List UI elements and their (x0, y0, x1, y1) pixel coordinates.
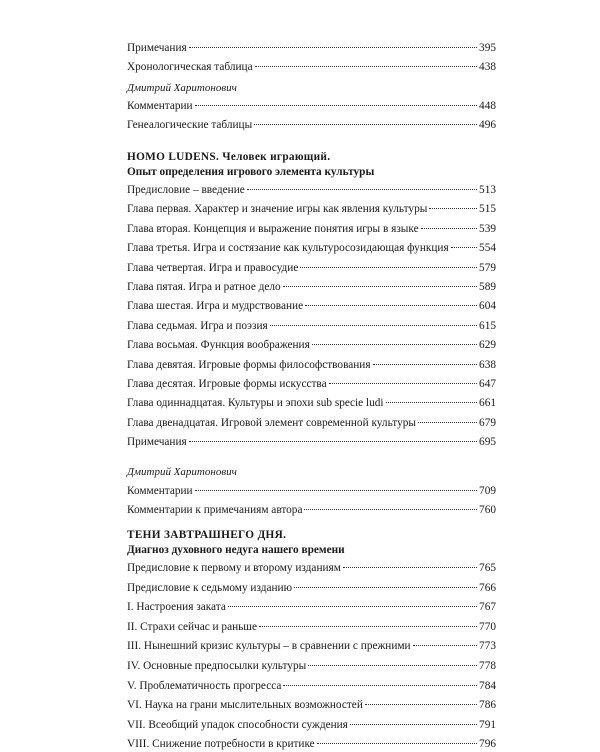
toc-entry (127, 222, 496, 237)
toc-entry-page: 773 (479, 640, 496, 653)
toc-entry-title: Глава пятая. Игра и ратное дело (127, 281, 281, 293)
toc-entry (127, 396, 496, 411)
toc-entry (127, 561, 496, 576)
dot-leader (283, 685, 477, 686)
toc-entry-title: Глава первая. Характер и значение игры как явления культуры (127, 203, 428, 216)
toc-entry (127, 639, 496, 654)
toc-entry-page: 615 (479, 319, 496, 332)
toc-entry-title: Глава девятая. Игровые формы философствования (127, 358, 371, 371)
dot-leader (317, 743, 477, 744)
dot-leader (312, 344, 477, 345)
toc-entry-page: 679 (479, 416, 496, 429)
toc-entry-title: Предисловие к седьмому изданию (127, 581, 293, 594)
toc-entry-page: 604 (479, 300, 496, 313)
toc-entry (127, 338, 496, 353)
dot-leader (373, 364, 477, 365)
toc-entry (127, 435, 496, 450)
toc-entry-page: 629 (479, 339, 496, 352)
toc-entry-title: Комментарии к примечаниям автора (127, 504, 303, 516)
dot-leader (254, 124, 477, 125)
toc-entry-title: VII. Всеобщий упадок способности суждения (127, 718, 348, 731)
dot-leader (195, 105, 477, 106)
toc-entry (127, 377, 496, 392)
toc-entry (127, 41, 496, 56)
toc-entry-page: 661 (479, 397, 496, 410)
toc-entry-title: Глава восьмая. Функция воображения (127, 339, 310, 352)
toc-entry-page: 589 (479, 281, 496, 293)
toc-entry-page: 770 (479, 620, 496, 633)
dot-leader (305, 305, 477, 306)
toc-entry-title: Глава одиннадцатая. Культуры и эпохи sub specie ludi (127, 397, 384, 410)
toc-entry-page: 438 (479, 61, 496, 73)
toc-entry-title: Генеалогические таблицы (127, 119, 253, 131)
toc-entry (127, 299, 496, 314)
toc-entry-page: 765 (479, 562, 496, 574)
toc-entry (127, 600, 496, 615)
toc-entry-page: 784 (479, 679, 496, 692)
toc-entry-page: 638 (479, 358, 496, 371)
toc-entry-title: Глава четвертая. Игра и правосудие (127, 261, 299, 274)
toc-entry-title: Глава шестая. Игра и мудрствование (127, 300, 304, 313)
toc-entry (127, 183, 496, 198)
dot-leader (386, 402, 478, 403)
toc-entry-page: 767 (479, 601, 496, 614)
toc-entry-title: Примечания (127, 42, 187, 54)
dot-leader (259, 626, 477, 627)
toc-entry-page: 647 (479, 378, 496, 390)
toc-entry-page: 554 (479, 242, 496, 255)
dot-leader (451, 247, 477, 248)
toc-entry-page: 448 (479, 100, 496, 112)
toc-entry-title: II. Страхи сейчас и раньше (127, 620, 258, 633)
toc-entry-title: Глава третья. Игра и состязание как культуросозидающая функция (127, 242, 449, 255)
dot-leader (350, 724, 477, 725)
toc-entry-page: 579 (479, 261, 496, 274)
toc-entry-page: 709 (479, 485, 496, 497)
dot-leader (195, 490, 477, 491)
dot-leader (247, 189, 477, 190)
toc-entry-title: Примечания (127, 436, 187, 449)
toc-entry (127, 202, 496, 217)
toc-entry (127, 99, 496, 114)
toc-entry-page: 796 (479, 738, 496, 751)
toc-entry-title: Хронологическая таблица (127, 61, 253, 73)
toc-entry-title: V. Проблематичность прогресса (127, 679, 282, 692)
toc-entry-page: 695 (479, 436, 496, 449)
dot-leader (429, 208, 477, 209)
dot-leader (413, 645, 477, 646)
toc-entry-page: 513 (479, 184, 496, 196)
toc-entry (127, 358, 496, 373)
toc-entry-title: Комментарии (127, 485, 193, 497)
toc-entry (127, 503, 496, 518)
toc-entry (127, 319, 496, 334)
toc-entry (127, 581, 496, 596)
dot-leader (283, 286, 477, 287)
dot-leader (189, 47, 477, 48)
toc-entry-title: VIII. Снижение потребности в критике (127, 738, 315, 751)
toc-entry-title: III. Нынешний кризис культуры – в сравнении с прежними (127, 640, 411, 653)
toc-entry-title: Комментарии (127, 100, 193, 112)
toc-entry (127, 241, 496, 256)
work-title: ТЕНИ ЗАВТРАШНЕГО ДНЯ. (127, 529, 287, 541)
toc-entry (127, 60, 496, 75)
toc-entry-title: IV. Основные предпосылки культуры (127, 660, 307, 672)
dot-leader (294, 587, 477, 588)
toc-entry-title: VI. Наука на грани мыслительных возможностей (127, 699, 363, 712)
toc-entry (127, 718, 496, 733)
toc-entry (127, 659, 496, 674)
dot-leader (228, 606, 477, 607)
dot-leader (189, 441, 477, 442)
section-author: Дмитрий Харитонович (127, 466, 237, 478)
dot-leader (329, 383, 477, 384)
toc-entry-page: 515 (479, 203, 496, 216)
dot-leader (365, 704, 477, 705)
toc-entry (127, 118, 496, 133)
work-subtitle: Диагноз духовного недуга нашего времени (127, 544, 345, 556)
toc-entry (127, 280, 496, 295)
dot-leader (304, 509, 477, 510)
work-subtitle: Опыт определения игрового элемента культуры (127, 166, 375, 178)
dot-leader (255, 66, 477, 67)
dot-leader (421, 228, 477, 229)
toc-entry-page: 760 (479, 504, 496, 516)
dot-leader (308, 665, 477, 666)
dot-leader (343, 567, 477, 568)
toc-entry-title: Глава десятая. Игровые формы искусства (127, 378, 327, 390)
toc-entry (127, 484, 496, 499)
toc-entry-page: 395 (479, 42, 496, 54)
section-author: Дмитрий Харитонович (127, 82, 237, 94)
toc-entry (127, 620, 496, 635)
toc-entry-title: Глава двенадцатая. Игровой элемент современной культуры (127, 416, 416, 429)
toc-entry-page: 786 (479, 699, 496, 712)
toc-entry (127, 416, 496, 431)
work-title: HOMO LUDENS. Человек играющий. (127, 151, 331, 163)
toc-entry-title: Глава седьмая. Игра и поэзия (127, 319, 268, 332)
dot-leader (418, 422, 477, 423)
toc-entry (127, 679, 496, 694)
toc-entry (127, 698, 496, 713)
toc-entry-page: 496 (479, 119, 496, 131)
toc-entry (127, 261, 496, 276)
toc-entry-title: Глава вторая. Концепция и выражение понятия игры в языке (127, 222, 419, 235)
toc-entry-title: I. Настроения заката (127, 601, 226, 614)
toc-entry-page: 778 (479, 660, 496, 672)
toc-entry-page: 766 (479, 581, 496, 594)
toc-entry-title: Предисловие – введение (127, 184, 245, 196)
toc-entry-page: 539 (479, 222, 496, 235)
dot-leader (270, 325, 477, 326)
dot-leader (300, 267, 477, 268)
toc-entry-page: 791 (479, 718, 496, 731)
toc-entry-title: Предисловие к первому и второму изданиям (127, 562, 341, 574)
